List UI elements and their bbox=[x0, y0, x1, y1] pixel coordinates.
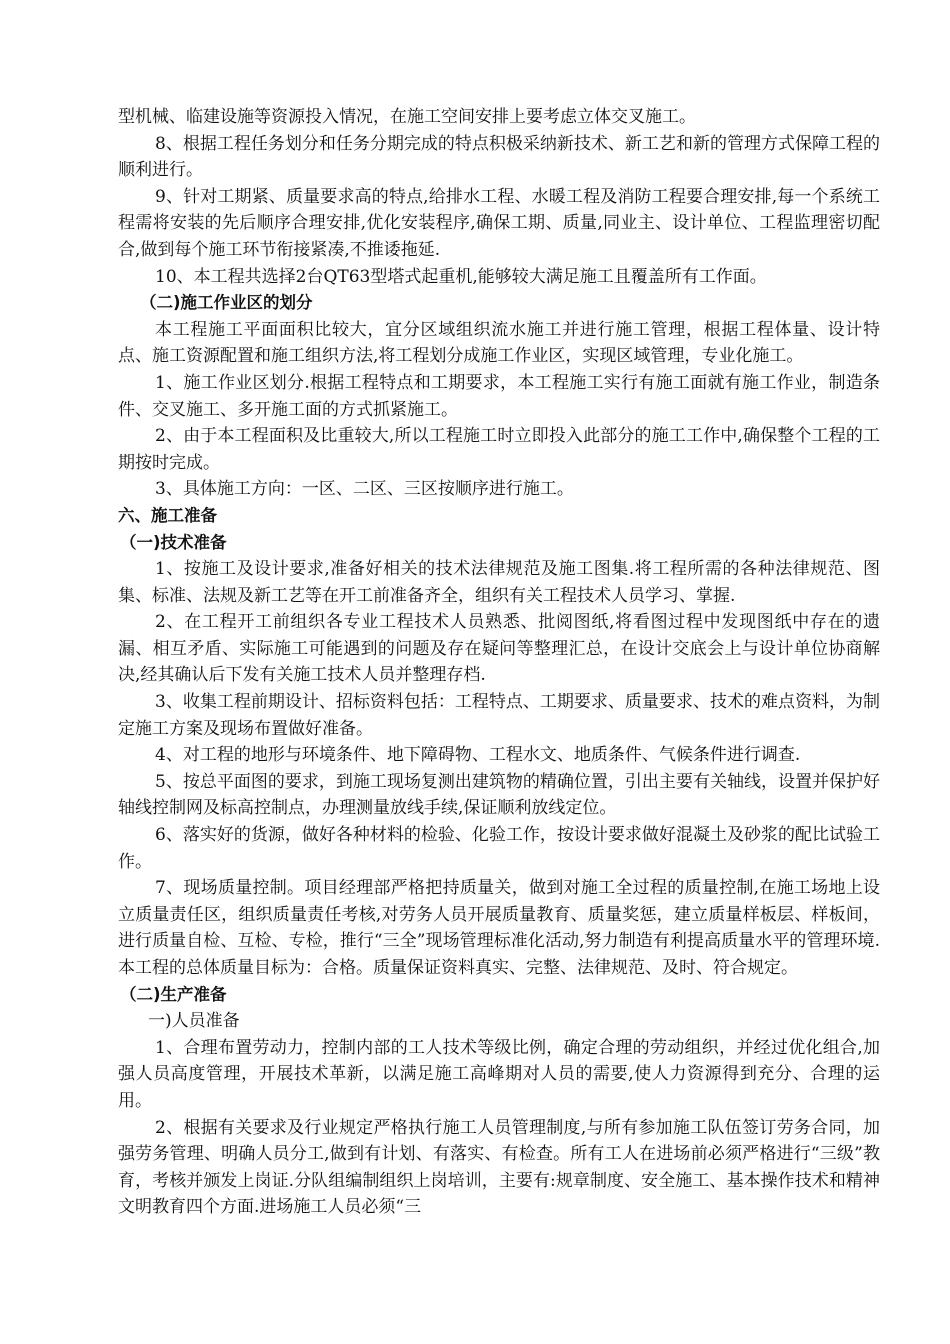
paragraph-continuation: 型机械、临建设施等资源投入情况，在施工空间安排上要考虑立体交叉施工。 bbox=[118, 107, 696, 127]
paragraph-personnel-item-2: 2、根据有关要求及行业规定严格执行施工人员管理制度,与所有参加施工队伍签订劳务合同，加强劳务管理、明确人员分工,做到有计划、有落实、有检查。所有工人在进场前必须严格进行“三级”教育，考核并颁发上岗证.分队组编制组织上岗培训，主要有:规章制度、安全施工、基本操作技术和精神文明教育四个方面.进场施工人员必须“三 bbox=[118, 1117, 880, 1218]
subsection-heading-personnel: 一)人员准备 bbox=[148, 1011, 240, 1032]
paragraph-item-8: 8、根据工程任务划分和任务分期完成的特点积极采纳新技术、新工艺和新的管理方式保障工程的顺利进行。 bbox=[118, 133, 880, 181]
paragraph-tech-item-2: 2、在工程开工前组织各专业工程技术人员熟悉、批阅图纸,将看图过程中发现图纸中存在的遗漏、相互矛盾、实际施工可能遇到的问题及存在疑问等整理汇总，在设计交底会上与设计单位协商解决,经其确认后下发有关施工技术人员并整理存档. bbox=[118, 612, 880, 686]
section-heading-production-prep: （二)生产准备 bbox=[120, 984, 227, 1004]
paragraph-zone-item-2: 2、由于本工程面积及比重较大,所以工程施工时立即投入此部分的施工工作中,确保整个工程的工期按时完成。 bbox=[118, 426, 880, 473]
chapter-heading-preparation: 六、施工准备 bbox=[118, 505, 217, 525]
section-heading-technical-prep: （一)技术准备 bbox=[120, 532, 227, 552]
paragraph-tech-item-7: 7、现场质量控制。项目经理部严格把持质量关，做到对施工全过程的质量控制,在施工场地上设立质量责任区，组织质量责任考核,对劳务人员开展质量教育、质量奖惩，建立质量样板层、样板间，进行质量自检、互检、专检，推行“三全”现场管理标准化活动,努力制造有利提高质量水平的管理环境.本工程的总体质量目标为：合格。质量保证资料真实、完整、法律规范、及时、符合规定。 bbox=[118, 878, 880, 978]
paragraph-item-9: 9、针对工期紧、质量要求高的特点,给排水工程、水暖工程及消防工程要合理安排,每一个系统工程需将安装的先后顺序合理安排,优化安装程序,确保工期、质量,同业主、设计单位、工程监理密切配合,做到每个施工环节衔接紧凑,不推诿拖延. bbox=[118, 186, 880, 260]
paragraph-tech-item-5: 5、按总平面图的要求，到施工现场复测出建筑物的精确位置，引出主要有关轴线，设置并保护好轴线控制网及标高控制点，办理测量放线手续,保证顺利放线定位。 bbox=[118, 771, 880, 819]
paragraph-tech-item-6: 6、落实好的货源，做好各种材料的检验、化验工作，按设计要求做好混凝土及砂浆的配比试验工作。 bbox=[118, 825, 880, 872]
paragraph-tech-item-3: 3、收集工程前期设计、招标资料包括：工程特点、工期要求、质量要求、技术的难点资料，为制定施工方案及现场布置做好准备。 bbox=[118, 692, 880, 739]
paragraph-work-zone-intro: 本工程施工平面面积比较大，宜分区域组织流水施工并进行施工管理，根据工程体量、设计特点、施工资源配置和施工组织方法,将工程划分成施工作业区，实现区域管理，专业化施工。 bbox=[118, 319, 880, 367]
paragraph-item-10: 10、本工程共选择2台QT63型塔式起重机,能够较大满足施工且覆盖所有工作面。 bbox=[155, 266, 767, 287]
paragraph-zone-item-3: 3、具体施工方向：一区、二区、三区按顺序进行施工。 bbox=[155, 479, 574, 500]
paragraph-tech-item-1: 1、按施工及设计要求,准备好相关的技术法律规范及施工图集.将工程所需的各种法律规范、图集、标准、法规及新工艺等在开工前准备齐全，组织有关工程技术人员学习、掌握. bbox=[118, 559, 880, 606]
section-heading-work-zone: （二)施工作业区的划分 bbox=[140, 293, 313, 313]
paragraph-zone-item-1: 1、施工作业区划分.根据工程特点和工期要求，本工程施工实行有施工面就有施工作业，制造条件、交叉施工、多开施工面的方式抓紧施工。 bbox=[118, 372, 880, 420]
paragraph-tech-item-4: 4、对工程的地形与环境条件、地下障碍物、工程水文、地质条件、气候条件进行调查. bbox=[155, 745, 801, 766]
paragraph-personnel-item-1: 1、合理布置劳动力，控制内部的工人技术等级比例，确定合理的劳动组织，并经过优化组合,加强人员高度管理，开展技术革新，以满足施工高峰期对人员的需要,使人力资源得到充分、合理的运用。 bbox=[118, 1037, 880, 1111]
